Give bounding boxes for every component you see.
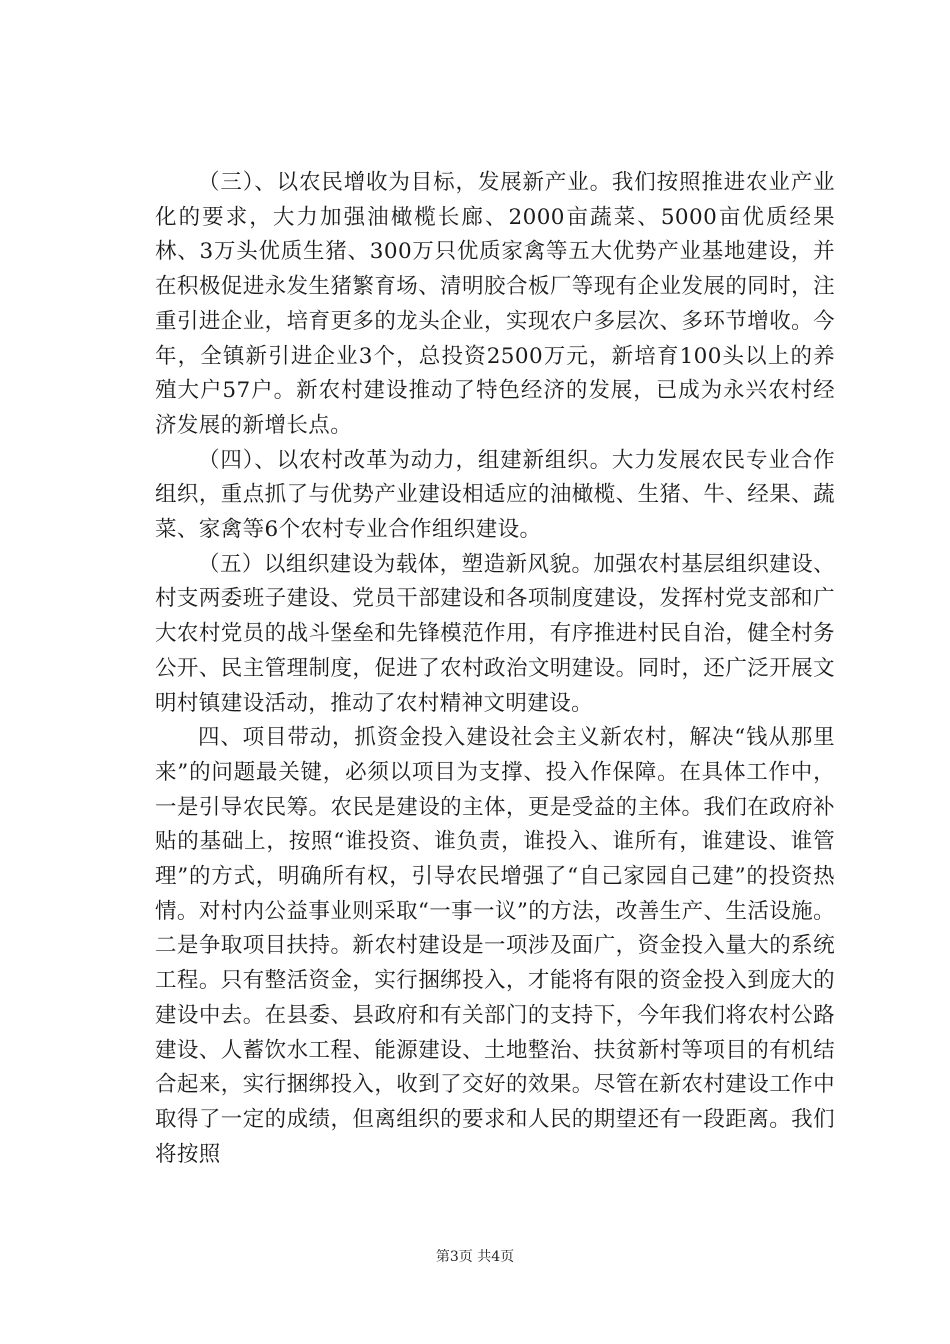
- document-body: [155, 166, 835, 1172]
- paragraph-3: （三）、以农民增收为目标，发展新产业。我们按照推进农业产业化的要求，大力加强油橄榄长廊、2000亩蔬菜、5000亩优质经果林、3万头优质生猪、300万只优质家禽等五大优势产业基地建设，并在积极促进永发生猪繁育场、清明胶合板厂等现有企业发展的同时，注重引进企业，培育更多的龙头企业，实现农户多层次、多环节增收。今年，全镇新引进企业3个，总投资2500万元，新培育100头以上的养殖大户57户。新农村建设推动了特色经济的发展，已成为永兴农村经济发展的新增长点。: [155, 170, 835, 438]
- page-number-footer: 第3页 共4页: [435, 1249, 515, 1265]
- paragraph-5: （五）以组织建设为载体，塑造新风貌。加强农村基层组织建设、村支两委班子建设、党员干部建设和各项制度建设，发挥村党支部和广大农村党员的战斗堡垒和先锋模范作用，有序推进村民自治，健全村务公开、民主管理制度，促进了农村政治文明建设。同时，还广泛开展文明村镇建设活动，推动了农村精神文明建设。: [155, 551, 835, 716]
- paragraph-4: （四）、以农村改革为动力，组建新组织。大力发展农民专业合作组织，重点抓了与优势产业建设相适应的油橄榄、生猪、牛、经果、蔬菜、家禽等6个农村专业合作组织建设。: [155, 447, 835, 543]
- section-four-paragraph: 四、项目带动，抓资金投入建设社会主义新农村，解决“钱从那里来”的问题最关键，必须以项目为支撑、投入作保障。在具体工作中，一是引导农民筹。农民是建设的主体，更是受益的主体。我们在政府补贴的基础上，按照“谁投资、谁负责，谁投入、谁所有，谁建设、谁管理”的方式，明确所有权，引导农民增强了“自己家园自己建”的投资热情。对村内公益事业则采取“一事一议”的方法，改善生产、生活设施。二是争取项目扶持。新农村建设是一项涉及面广，资金投入量大的系统工程。只有整活资金，实行捆绑投入，才能将有限的资金投入到庞大的建设中去。在县委、县政府和有关部门的支持下，今年我们将农村公路建设、人蓄饮水工程、能源建设、土地整治、扶贫新村等项目的有机结合起来，实行捆绑投入，收到了交好的效果。尽管在新农村建设工作中取得了一定的成绩，但离组织的要求和人民的期望还有一段距离。我们将按照: [155, 725, 835, 1167]
